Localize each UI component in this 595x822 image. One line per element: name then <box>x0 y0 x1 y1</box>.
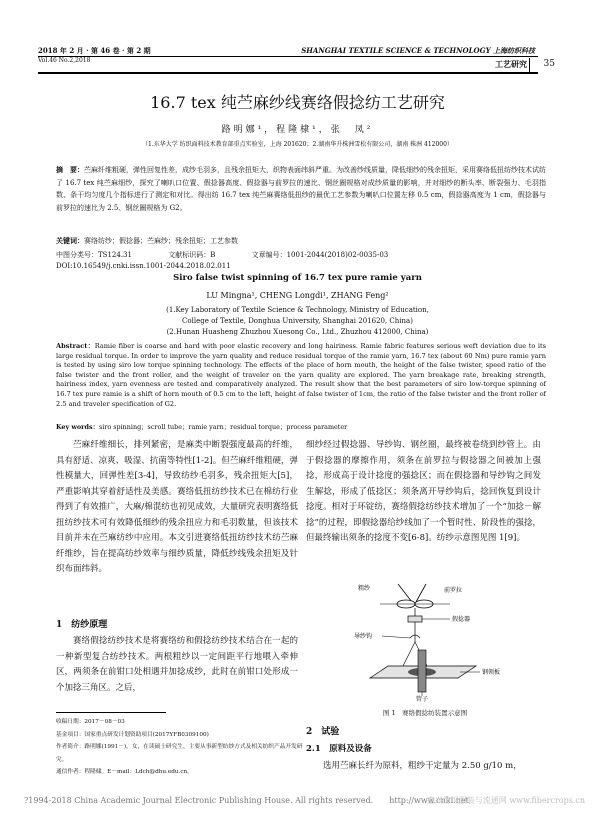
english-authors: LU Mingna¹, CHENG Longdi¹, ZHANG Feng² <box>206 291 389 300</box>
journal-volume: Vol.46 No.2,2018 <box>38 57 91 64</box>
journal-name: SHANGHAI TEXTILE SCIENCE & TECHNOLOGY 上海纺织科技 <box>301 46 535 55</box>
keywords-cn <box>56 236 238 246</box>
english-keywords <box>56 422 347 431</box>
footnote-author: 作者简介：路明娜(1991－)，女，在读硕士研究生，主要从事新型纺纱方式及相关纺织产品开发研究。 <box>56 744 303 763</box>
label-front-roller: 前罗拉 <box>444 587 463 594</box>
affiliations: （1.东华大学 纺织面料技术教育部重点实验室，上海 201620；2.湖南华升株洲雪松有限公司，湖南 株洲 412000） <box>142 141 453 148</box>
page-number: 35 <box>543 59 555 69</box>
english-abstract-label: Abstract： <box>56 342 95 350</box>
clc-number: 中图分类号：TS124.31 <box>56 251 132 259</box>
footnote-rule <box>56 712 166 713</box>
roving-strand-right <box>416 584 426 602</box>
doc-code: 文献标识码：B <box>168 251 216 259</box>
label-false-twister: 假捻器 <box>452 616 471 623</box>
page-number-divider <box>529 58 530 72</box>
english-abstract-text: Ramie fiber is coarse and hard with poor elastic recovery and long hairiness. Ramie fabric features serious weft deviation due to its large residual torque. In order to improve the yarn quality and reduce residual torque of the ramie yarn, 16.7 tex (about 60 Nm) pure ramie yarn is tested by using siro low torque spinning technology. The effects of the place of horn mouth, the height of the false twister, speed ratio of the false twister and the front roller, and the weight of traveler on the yarn quality are explored. The yarn breakage rate, breaking strength, hairiness index, yarn evenness are tested and comparatively analyzed. The result show that the best parameters of siro low-torque spinning of 16.7 tex pure ramie is a shift of horn mouth of 0.5 cm to the left, height of false twister of 1cm, the ratio of the false twister and the front roller of 2.5 and traveler specification of G2. <box>56 342 546 408</box>
keywords-cn-label: 关键词： <box>56 236 84 245</box>
header-rule-bottom <box>38 72 538 74</box>
article-title: 16.7 tex 纯苎麻纱线赛络假捻纺工艺研究 <box>150 93 445 112</box>
section-2-1-title: 2.1 原料及设备 <box>306 744 372 754</box>
footnote-fund: 基金项目：国家重点研发计划资助项目(2017YFB0309100) <box>56 731 209 738</box>
english-affil-line-3: (2.Hunan Huasheng Zhuzhou Xuesong Co., Ltd., Zhuzhou 412000, China) <box>166 328 429 336</box>
journal-date-issue: 2018 年 2 月 · 第 46 卷 · 第 2 期 <box>38 46 151 55</box>
english-affil-line-1: (1.Key Laboratory of Textile Science & Technology, Ministry of Education, <box>166 306 429 314</box>
body-col2-principle: 细纱经过假捻器、导纱钩、钢丝圈，最终被卷绕到纱管上。由于假捻器的摩擦作用，须条在前罗拉与假捻器之间被加上强捻，形成高于设计捻度的强捻区；而在假捻器和导纱钩之间发生解捻，形成了低捻区；须条离开导纱钩后，捻回恢复到设计捻度。相对于环锭纺，赛络假捻纺纱技术增加了一个“加捻－解捻”的过程，即假捻器给纱线加了一个暂时性、阶段性的强捻，但最终输出须条的捻度不变[6-8]。纺纱示意图见图 1[9]。 <box>306 440 541 543</box>
figure-1-caption: 图 1 赛络假捻纺装置示意图 <box>382 709 468 717</box>
classification-line <box>56 250 536 260</box>
body-col1-intro: 苎麻纤维细长，排列紧密，是麻类中断裂强度最高的纤维，具有舒适、凉爽、吸湿、抗菌等特性[1-2]。但苎麻纤维粗硬，弹性模量大，回弹性差[3-4]，导致纺纱毛羽多，残余扭矩大[5]，严重影响其穿着舒适性及美感。赛络低扭纺纱技术已在棉纺行业得到了有效推广，大麻/棉混纺也初见成效，大量研究表明赛络低扭纺纱技术可有效降低细纱的残余扭应力和毛羽数量，但该技术目前并未在苎麻纺纱中应用。本文引进赛络低扭纺纱技术纺苎麻纤维纱，旨在提高纺纱效率与细纱质量，降低纱线残余扭矩及针织布面纬斜。 <box>56 440 298 574</box>
label-roving: 粗纱 <box>358 585 371 592</box>
footnote-received: 收稿日期：2017－08－03 <box>56 719 125 725</box>
abstract-cn <box>56 164 546 214</box>
body-col1-principle: 赛络假捻纺纱技术是将赛络纺和假捻纺纱技术结合在一起的一种新型复合纺纱技术。两根粗纱以一定间距平行地喂入牵伸区，两须条在前钳口处相遇并加捻成纱，此时在前钳口处形成一个加捻三角区。之后， <box>56 636 298 693</box>
guide-hook-leader <box>382 636 410 638</box>
abstract-cn-text: 苎麻纤维粗硬，弹性回复性差，成纱毛羽多，且残余扭矩大，织物表面纬斜严重。为改善纱线质量，降低细纱的残余扭矩，采用赛络低扭纺纱技术试纺了 16.7 tex 纯苎麻细纱，探究了喇叭口位置、假捻器高度、假捻器与前罗拉的速比、钢丝圈规格对成纱质量的影响，并对细纱的断头率、断裂强力、毛羽指数、条干均匀度几个指标进行了测定和对比。得出纺 16.7 tex 纯苎麻赛络低扭纱的最优工艺参数为喇叭口位置左移 0.5 cm，假捻器高度为 1 cm，假捻器与前罗拉的速比为 2.5、钢丝圈规格为 G2。 <box>56 166 546 212</box>
section-name: 工艺研究 <box>495 59 527 69</box>
footnote-contact: 通信作者：程隆棣。E－mail：Ldch@dhu.edu.cn。 <box>56 769 193 775</box>
english-keywords-label: Key words： <box>56 423 100 431</box>
roving-strand-left <box>398 584 412 602</box>
tube-shape <box>418 650 426 692</box>
doi: DOI:10.16549/j.cnki.issn.1001-2044.2018.02.011 <box>56 262 231 270</box>
copyright-footer: ?1994-2018 China Academic Journal Electronic Publishing House. All rights reserved. http://www.cnki.net <box>24 796 469 805</box>
english-title: Siro false twist spinning of 16.7 tex pure ramie yarn <box>173 273 422 283</box>
section-1-title: 1 纺纱原理 <box>56 620 108 630</box>
keywords-cn-text: 赛络纺纱；假捻器；苎麻纱；残余扭矩；工艺参数 <box>84 237 238 245</box>
footnotes <box>56 716 306 779</box>
authors: 路明娜¹，程隆棣¹，张 凤² <box>221 125 374 135</box>
article-number: 文章编号：1001-2044(2018)02-0035-03 <box>251 251 389 259</box>
false-twister-shape <box>408 616 422 622</box>
watermark-text: 嘉兴纺织服装与流通网 www.fibercrops.cn <box>426 796 585 805</box>
header-rule-top <box>38 56 538 57</box>
abstract-cn-label: 摘 要： <box>56 165 84 174</box>
label-ring-plate: 钢领板 <box>482 669 501 676</box>
english-abstract <box>56 342 546 409</box>
section-2-title: 2 试验 <box>306 727 340 737</box>
body-col2-materials: 选用苎麻长纤为原料，粗纱干定量为 2.50 g/10 m， <box>323 761 522 771</box>
english-affil-line-2: College of Textile, Donghua University, Shanghai 201620, China) <box>182 317 413 325</box>
english-affiliations <box>40 305 555 338</box>
english-keywords-text: siro spinning；scroll tube；ramie yarn；residual torque；process parameter <box>99 423 348 431</box>
figure-1-diagram <box>340 580 520 702</box>
label-tube: 管子 <box>416 696 429 702</box>
label-guide-hook: 导纱钩 <box>354 633 373 640</box>
